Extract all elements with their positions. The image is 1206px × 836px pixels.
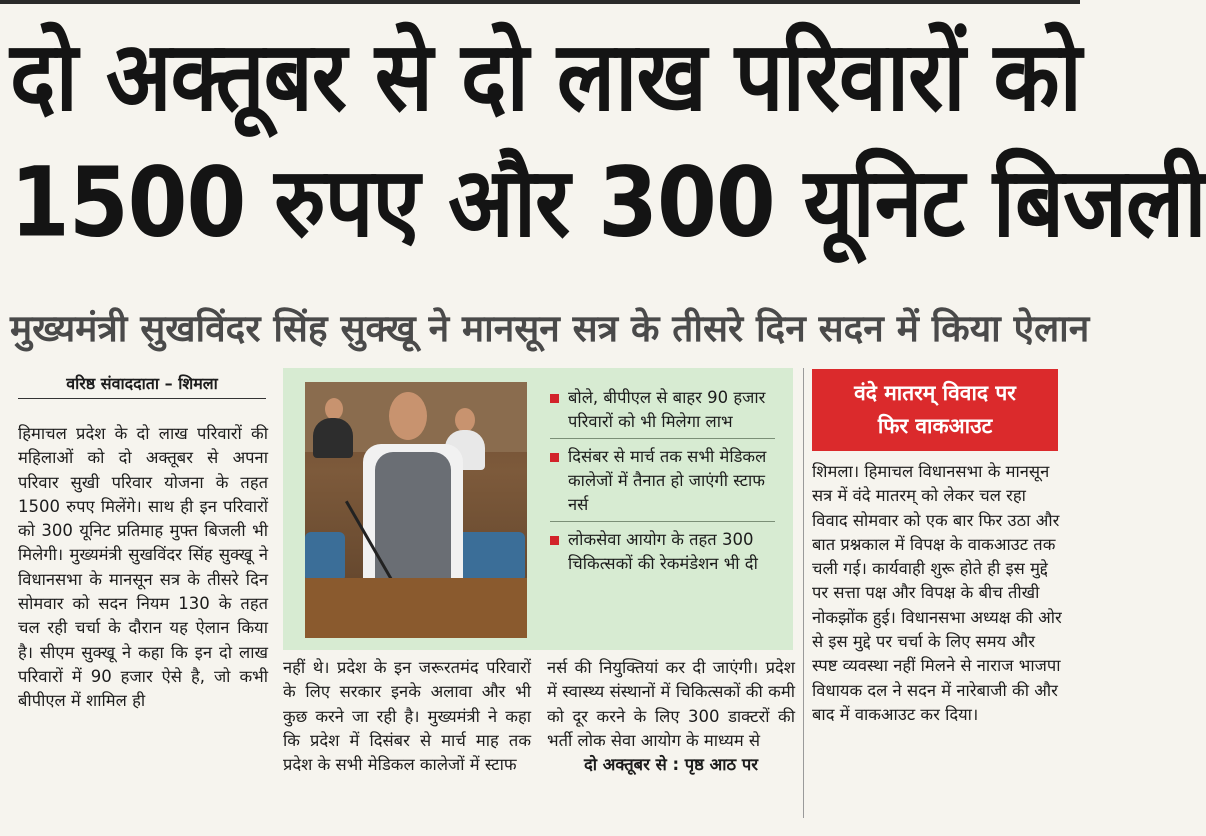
photo-speaker-head	[389, 392, 427, 440]
story-column-3	[547, 656, 795, 777]
headline-line-2: 1500 रुपए और 300 यूनिट बिजली	[10, 147, 1206, 259]
red-square-icon	[550, 394, 559, 403]
highlight-text: दिसंबर से मार्च तक सभी मेडिकल कालेजों में तैनात हो जाएंगी स्टाफ नर्स	[568, 447, 767, 514]
highlight-item	[550, 445, 775, 522]
side-heading-line-1: वंदे मातरम् विवाद पर	[854, 381, 1016, 405]
top-rule	[0, 0, 1080, 4]
story-column-3-text: नर्स की नियुक्तियां कर दी जाएंगी। प्रदेश में स्वास्थ्य संस्थानों में चिकित्सकों की कमी को दूर करने के लिए 300 डाक्टरों की भर्ती लोक सेवा आयोग के माध्यम से	[547, 658, 795, 750]
photo-desk	[305, 578, 527, 638]
photo-person-bg	[325, 398, 343, 420]
story-column-1: हिमाचल प्रदेश के दो लाख परिवारों की महिलाओं को दो अक्तूबर से अपना परिवार सुखी परिवार योजना के तहत 1500 रुपए मिलेंगे। साथ ही इन परिवारों को 300 यूनिट प्रतिमाह मुफ्त बिजली भी मिलेगी। मुख्यमंत्री सुखविंदर सिंह सुक्खू ने विधानसभा के मानसून सत्र के तीसरे दिन सोमवार को सदन नियम 130 के तहत चल रही चर्चा के दौरान यह ऐलान किया है। सीएम सुक्खू ने कहा कि इन दो लाख परिवारों में 90 हजार ऐसे है, जो कभी बीपीएल में शामिल ही	[18, 424, 268, 711]
highlight-text: लोकसेवा आयोग के तहत 300 चिकित्सकों की रेकमंडेशन भी दी	[568, 530, 758, 573]
red-square-icon	[550, 536, 559, 545]
highlight-item	[550, 528, 775, 580]
column-divider	[803, 368, 804, 818]
story-column-2: नहीं थे। प्रदेश के इन जरूरतमंद परिवारों के लिए सरकार इनके अलावा और भी कुछ करने जा रही है। मुख्यमंत्री ने कहा कि प्रदेश में दिसंबर से मार्च माह तक प्रदेश के सभी मेडिकल कालेजों में स्टाफ	[283, 658, 531, 775]
side-heading-line-2: फिर वाकआउट	[877, 414, 993, 438]
photo-seat	[455, 532, 525, 582]
headline-line-1: दो अक्तूबर से दो लाख परिवारों को	[10, 21, 1081, 134]
chief-minister-photo	[305, 382, 527, 638]
highlights-list	[550, 386, 775, 586]
photo-person-bg	[455, 408, 475, 432]
side-story-body: शिमला। हिमाचल विधानसभा के मानसून सत्र में वंदे मातरम् को लेकर चल रहा विवाद सोमवार को एक बार फिर उठा और बात प्रश्नकाल में विपक्ष के वाकआउट तक चली गई। कार्यवाही शुरू होते ही इस मुद्दे पर सत्ता पक्ष और विपक्ष के बीच तीखी नोकझोंक हुई। विधानसभा अध्यक्ष की ओर से इस मुद्दे पर चर्चा के लिए समय और स्पष्ट व्यवस्था नहीं मिलने से नाराज भाजपा विधायक दल ने सदन में नारेबाजी की और बाद में वाकआउट कर दिया।	[812, 462, 1062, 724]
photo-person-bg	[313, 418, 353, 458]
red-square-icon	[550, 453, 559, 462]
continued-reference: दो अक्तूबर से : पृष्ठ आठ पर	[584, 755, 758, 775]
byline: वरिष्ठ संवाददाता – शिमला	[18, 372, 266, 399]
highlight-item	[550, 386, 775, 439]
subheadline: मुख्यमंत्री सुखविंदर सिंह सुक्खू ने मानसून सत्र के तीसरे दिन सदन में किया ऐलान	[10, 307, 1090, 350]
side-story-heading	[812, 369, 1058, 451]
highlight-text: बोले, बीपीएल से बाहर 90 हजार परिवारों को भी मिलेगा लाभ	[568, 388, 766, 431]
photo-seat	[305, 532, 345, 582]
